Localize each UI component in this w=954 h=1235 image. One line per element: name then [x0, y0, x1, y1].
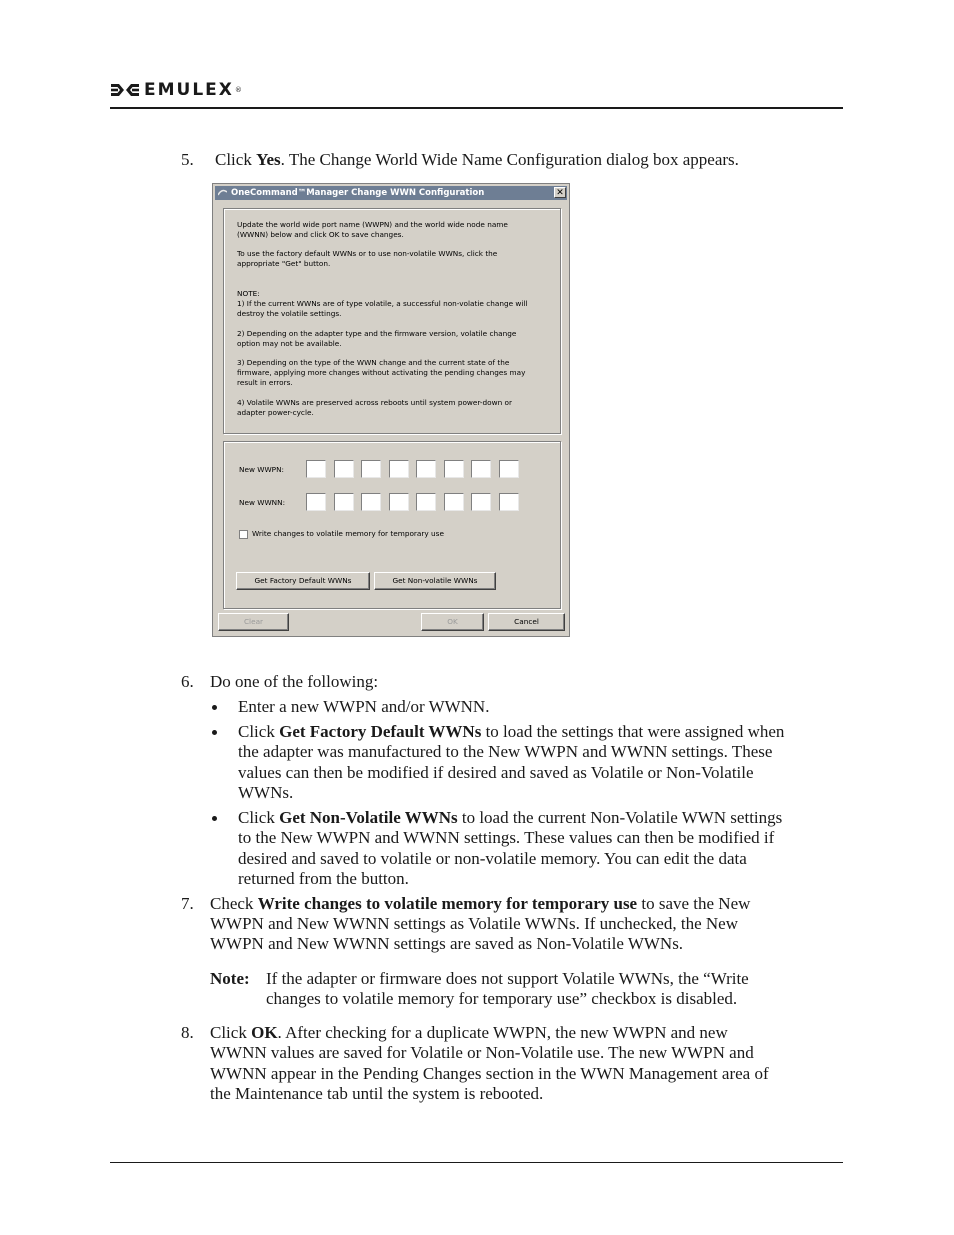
bullet-dot	[212, 730, 217, 735]
wwnn-byte-1[interactable]	[306, 493, 326, 511]
new-wwnn-label: New WWNN:	[239, 498, 286, 507]
dialog-titlebar	[215, 186, 567, 200]
emulex-logo	[110, 80, 242, 100]
app-icon	[218, 189, 227, 197]
step-7-line-3: WWPN and New WWNN settings are saved as Non-Volatile WWNs.	[210, 934, 684, 953]
bullet-3-line-1: Click Get Non-Volatile WWNs to load the current Non-Volatile WWN settings	[238, 808, 783, 827]
wwnn-byte-5[interactable]	[416, 493, 436, 511]
wwpn-byte-5[interactable]	[416, 460, 436, 478]
info-line: destroy the volatile settings.	[237, 309, 342, 318]
footer-rule	[110, 1162, 843, 1163]
note-line-2: changes to volatile memory for temporary use” checkbox is disabled.	[266, 989, 738, 1008]
get-factory-default-wwns-button[interactable]: Get Factory Default WWNs	[236, 572, 370, 590]
wwnn-byte-8[interactable]	[499, 493, 519, 511]
volatile-checkbox[interactable]	[239, 530, 248, 539]
info-line: result in errors.	[237, 378, 293, 387]
bullet-dot	[212, 816, 217, 821]
info-line: appropriate "Get" button.	[237, 259, 331, 268]
emulex-logo-icon	[110, 82, 140, 98]
info-line: NOTE:	[237, 289, 260, 298]
volatile-checkbox-label: Write changes to volatile memory for temporary use	[252, 529, 444, 538]
wwnn-byte-3[interactable]	[361, 493, 381, 511]
step-8-line-3: WWNN appear in the Pending Changes section in the WWN Management area of	[210, 1064, 769, 1083]
wwpn-byte-8[interactable]	[499, 460, 519, 478]
note-line-1: If the adapter or firmware does not support Volatile WWNs, the “Write	[266, 969, 749, 988]
info-line: Update the world wide port name (WWPN) and the world wide node name	[237, 220, 508, 229]
logo-trademark: ®	[234, 86, 242, 94]
wwpn-byte-6[interactable]	[444, 460, 464, 478]
bullet-2-line-1: Click Get Factory Default WWNs to load the settings that were assigned when	[238, 722, 785, 741]
info-line: (WWNN) below and click OK to save changes.	[237, 230, 404, 239]
info-line: 2) Depending on the adapter type and the firmware version, volatile change	[237, 329, 517, 338]
step-7-line-1: Check Write changes to volatile memory for temporary use to save the New	[210, 894, 751, 913]
dialog-close-button[interactable]: ✕	[554, 187, 566, 198]
header-rule	[110, 107, 843, 109]
ok-button[interactable]: OK	[421, 613, 484, 631]
step-7-line-2: WWPN and New WWNN settings as Volatile WWNs. If unchecked, the New	[210, 914, 738, 933]
step-6-text: Do one of the following:	[210, 672, 379, 691]
wwnn-byte-7[interactable]	[471, 493, 491, 511]
wwpn-byte-4[interactable]	[389, 460, 409, 478]
info-line: 4) Volatile WWNs are preserved across reboots until system power-down or	[237, 398, 513, 407]
cancel-button[interactable]: Cancel	[488, 613, 565, 631]
info-line: firmware, applying more changes without activating the pending changes may	[237, 368, 526, 377]
wwnn-byte-2[interactable]	[334, 493, 354, 511]
step-8-line-2: WWNN values are saved for Volatile or Non-Volatile use. The new WWPN and	[210, 1043, 754, 1062]
wwpn-byte-3[interactable]	[361, 460, 381, 478]
wwnn-byte-4[interactable]	[389, 493, 409, 511]
wwpn-byte-7[interactable]	[471, 460, 491, 478]
step-5-text: Click Yes. The Change World Wide Name Configuration dialog box appears.	[215, 150, 739, 169]
step-8-line-1: Click OK. After checking for a duplicate WWPN, the new WWPN and new	[210, 1023, 728, 1042]
info-line: adapter power-cycle.	[237, 408, 314, 417]
step-5-number: 5.	[181, 150, 194, 169]
wwpn-byte-2[interactable]	[334, 460, 354, 478]
dialog-title: OneCommand™Manager Change WWN Configuration	[231, 188, 485, 198]
step-7-number: 7.	[181, 894, 194, 913]
bullet-3-line-3: desired and saved to volatile or non-volatile memory. You can edit the data	[238, 849, 747, 868]
bullet-3-line-2: to the New WWPN and WWNN settings. These values can then be modified if	[238, 828, 775, 847]
bullet-2-line-2: the adapter was manufactured to the New WWPN and WWNN settings. These	[238, 742, 773, 761]
bullet-2-line-3: values can then be modified if desired and saved as Volatile or Non-Volatile	[238, 763, 754, 782]
step-8-line-4: the Maintenance tab until the system is rebooted.	[210, 1084, 544, 1103]
bullet-2-line-4: WWNs.	[238, 783, 294, 802]
info-group	[223, 208, 561, 434]
bullet-1-text: Enter a new WWPN and/or WWNN.	[238, 697, 490, 716]
clear-button[interactable]: Clear	[218, 613, 289, 631]
info-line: 1) If the current WWNs are of type volatile, a successful non-volatie change will	[237, 299, 528, 308]
step-8-number: 8.	[181, 1023, 194, 1042]
logo-text: EMULEX	[144, 80, 234, 100]
info-line: option may not be available.	[237, 339, 342, 348]
note-label: Note:	[210, 969, 250, 988]
wwpn-byte-1[interactable]	[306, 460, 326, 478]
wwnn-byte-6[interactable]	[444, 493, 464, 511]
change-wwn-dialog	[212, 183, 570, 637]
new-wwpn-label: New WWPN:	[239, 465, 284, 474]
info-line: To use the factory default WWNs or to use non-volatile WWNs, click the	[237, 249, 498, 258]
step-6-number: 6.	[181, 672, 194, 691]
get-non-volatile-wwns-button[interactable]: Get Non-volatile WWNs	[374, 572, 496, 590]
info-line: 3) Depending on the type of the WWN change and the current state of the	[237, 358, 510, 367]
bullet-3-line-4: returned from the button.	[238, 869, 409, 888]
bullet-dot	[212, 705, 217, 710]
wwn-entry-group	[223, 441, 561, 609]
